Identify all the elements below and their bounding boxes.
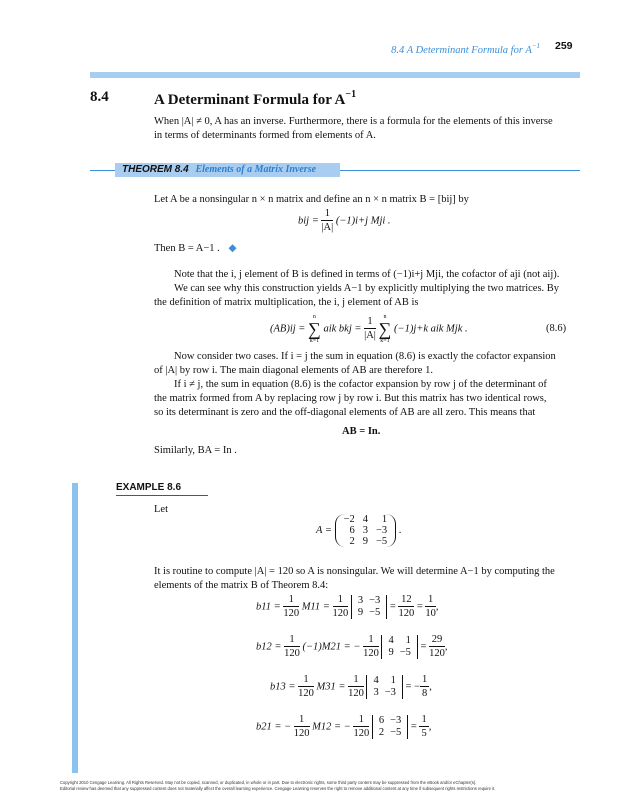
page-number: 259 [555, 40, 573, 52]
intro-paragraph: When |A| ≠ 0, A has an inverse. Furthermore, there is a formula for the elements of this inverse in terms of determinants formed from elements of A. [154, 116, 553, 141]
paragraph-1: Note that the i, j element of B is defined in terms of (−1)i+j Mji, the cofactor of aji (not aij). We can see why this construction yields A−1 by explicitly multiplying the two matrices. By the definition of matrix multiplication, the i, j element of AB is [154, 269, 560, 308]
example-paragraph: It is routine to compute |A| = 120 so A is nonsingular. We will determine A−1 by computing the elements of the matrix B of Theorem 8.4: [154, 566, 555, 591]
theorem-name: Elements of a Matrix Inverse [195, 164, 317, 175]
example-rule [116, 495, 208, 496]
theorem-formula: bij = $\frac{1}{|A|}$ (−1)i+j Mji . [298, 208, 391, 233]
eq-b13: b13 = $\frac{1}{120}$ M31 = $\frac{1}{120}$ 4 1 3 −3 = − $\frac{1}{8}$ , [270, 674, 432, 699]
matrix-a-table: −2 4 1 6 3 −3 2 9 −5 [343, 514, 388, 547]
section-title: A Determinant Formula for $A^{-1}$ [154, 89, 357, 108]
theorem-conclusion: Then B = A−1 . ◆ [154, 243, 237, 254]
example-let: Let [154, 504, 168, 515]
eq-b21: b21 = − $\frac{1}{120}$ M12 = − $\frac{1}{120}$ 6 −3 2 −5 = $\frac{1}{5}$ , [256, 714, 432, 739]
matrix-a: A = −2 4 1 6 3 −3 2 9 −5 . [316, 514, 402, 547]
section-heading [90, 89, 109, 106]
copyright-footer: Copyright 2010 Cengage Learning. All Rights Reserved. May not be copied, scanned, or duplicated, in whole or in part. Due to electronic rights, some third party content may be suppressed from the eBook and/or eChapter(s). Editorial review has deemed that any suppressed content does not materially affect the overall learning experience. Cengage Learning reserves the right to remove additional content at any time if subsequent rights restrictions require it. [60, 780, 496, 791]
theorem-rule-right [340, 170, 580, 171]
equation-label: (8.6) [546, 323, 567, 334]
theorem-statement: Let A be a nonsingular n × n matrix and define an n × n matrix B = [bij] by [154, 194, 469, 205]
diamond-icon: ◆ [228, 243, 237, 254]
running-header [360, 40, 540, 58]
theorem-label: THEOREM 8.4 [122, 164, 189, 175]
section-number: 8.4 [90, 89, 109, 105]
eq-b11: b11 = $\frac{1}{120}$ M11 = $\frac{1}{120}$ 3 −3 9 −5 = $\frac{12}{120}$ = $\frac{1}{10}$ , [256, 594, 439, 619]
example-label: EXAMPLE 8.6 [116, 482, 182, 493]
similarly-line: Similarly, BA = In . [154, 445, 237, 456]
equation-8-6: (AB)ij = n ∑ k=1 aik bkj = $\frac{1}{|A|}$ n ∑ k=1 (−1)j+k aik Mjk . [270, 314, 468, 344]
running-title-sup: −1 [531, 42, 540, 50]
paragraph-2: Now consider two cases. If i = j the sum in equation (8.6) is exactly the cofactor expansion of |A| by row i. The main diagonal elements of AB are therefore 1. If i ≠ j, the sum in equation (8.6) is the cofactor expansion by row j of the determinant of the matrix formed from A by replacing row j by row i. But this matrix has two identical rows, so its determinant is zero and the off-diagonal elements of AB are all zero. This means that [154, 351, 556, 418]
theorem-heading [122, 164, 316, 175]
example-sidebar [72, 483, 78, 773]
ab-identity: AB = In. [342, 426, 381, 437]
header-band [90, 72, 580, 78]
eq-b12: b12 = $\frac{1}{120}$ (−1)M21 = − $\frac{1}{120}$ 4 1 9 −5 = $\frac{29}{120}$ , [256, 634, 448, 659]
running-title: 8.4 A Determinant Formula for A [391, 45, 532, 56]
